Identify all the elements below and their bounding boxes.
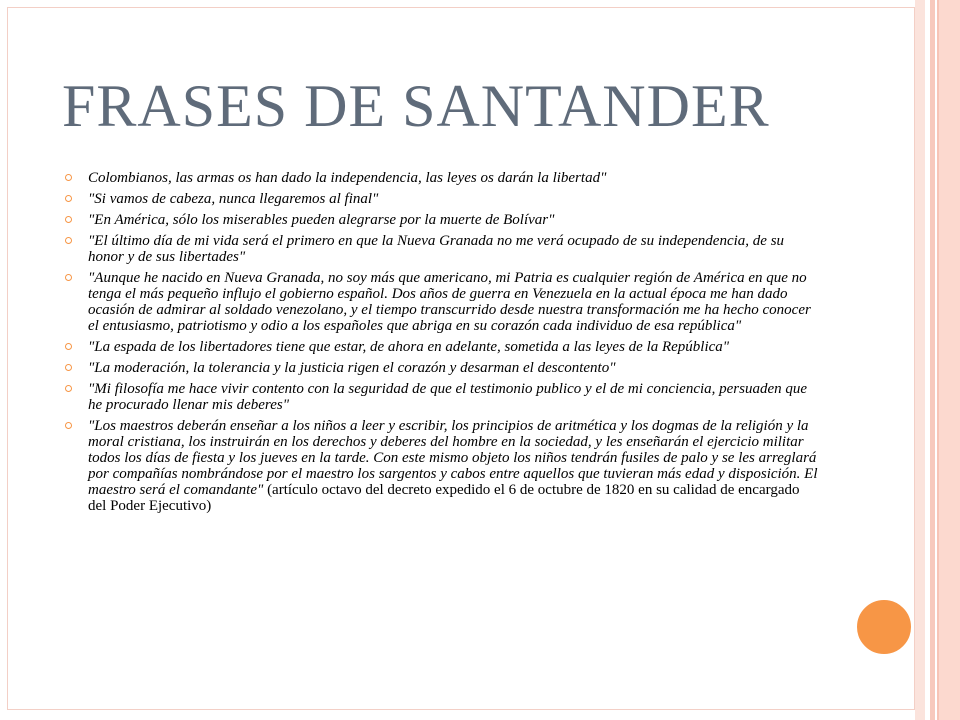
quote-text: "Los maestros deberán enseñar a los niños a leer y escribir, los principios de aritmética y los dogmas de la religión y la moral cristiana, los instruirán en los derechos y deberes del hombre en la sociedad, y les enseñarán el ejercicio militar todos los días de fiesta y los jueves en la tarde. Con este mismo objeto los niños tendrán fusiles de palo y se les arreglará por compañías nombrándose por el maestro los sargentos y cabos entre aquellos que tuvieran más edad y disposición. El maestro será el comandante" xyxy=(88,418,818,498)
list-item xyxy=(62,339,820,355)
list-item xyxy=(62,381,820,413)
bullet-icon xyxy=(65,195,72,202)
bullet-icon xyxy=(65,216,72,223)
bullet-icon xyxy=(65,343,72,350)
decorative-circle xyxy=(854,597,914,657)
list-item xyxy=(62,360,820,376)
quote-text: "El último día de mi vida será el primero en que la Nueva Granada no me verá ocupado de su independencia, de su honor y de sus libertades" xyxy=(88,233,785,265)
list-item xyxy=(62,212,820,228)
list-item xyxy=(62,170,820,186)
quote-list xyxy=(62,170,820,519)
quote-source-note: (artículo octavo del decreto expedido el 6 de octubre de 1820 en su calidad de encargado del Poder Ejecutivo) xyxy=(88,482,800,514)
list-item xyxy=(62,191,820,207)
bullet-icon xyxy=(65,364,72,371)
quote-text: Colombianos, las armas os han dado la independencia, las leyes os darán la libertad" xyxy=(88,170,607,186)
quote-text: "La espada de los libertadores tiene que estar, de ahora en adelante, sometida a las leyes de la República" xyxy=(88,339,730,355)
list-item xyxy=(62,418,820,514)
quote-text: "En América, sólo los miserables pueden alegrarse por la muerte de Bolívar" xyxy=(88,212,555,228)
slide-title: FRASES DE SANTANDER xyxy=(62,73,770,139)
bullet-icon xyxy=(65,237,72,244)
quote-text: "Mi filosofía me hace vivir contento con la seguridad de que el testimonio publico y el de mi conciencia, persuaden que he procurado llenar mis deberes" xyxy=(88,381,808,413)
quote-text: "Aunque he nacido en Nueva Granada, no soy más que americano, mi Patria es cualquier región de América en que no tenga el más pequeño influjo el gobierno español. Dos años de guerra en Venezuela en la actual época me han dado ocasión de admirar al soldado venezolano, y el tiempo transcurrido desde nuestra transformación me ha hecho conocer el entusiasmo, patriotismo y odio a los españoles que abriga en su corazón cada individuo de esa república" xyxy=(88,270,811,334)
decorative-stripe xyxy=(915,0,925,720)
list-item xyxy=(62,270,820,334)
bullet-icon xyxy=(65,174,72,181)
bullet-icon xyxy=(65,385,72,392)
decorative-stripe xyxy=(930,0,935,720)
list-item xyxy=(62,233,820,265)
quote-text: "Si vamos de cabeza, nunca llegaremos al final" xyxy=(88,191,379,207)
bullet-icon xyxy=(65,422,72,429)
quote-text: "La moderación, la tolerancia y la justicia rigen el corazón y desarman el descontento" xyxy=(88,360,616,376)
decorative-stripe xyxy=(937,0,960,720)
bullet-icon xyxy=(65,274,72,281)
